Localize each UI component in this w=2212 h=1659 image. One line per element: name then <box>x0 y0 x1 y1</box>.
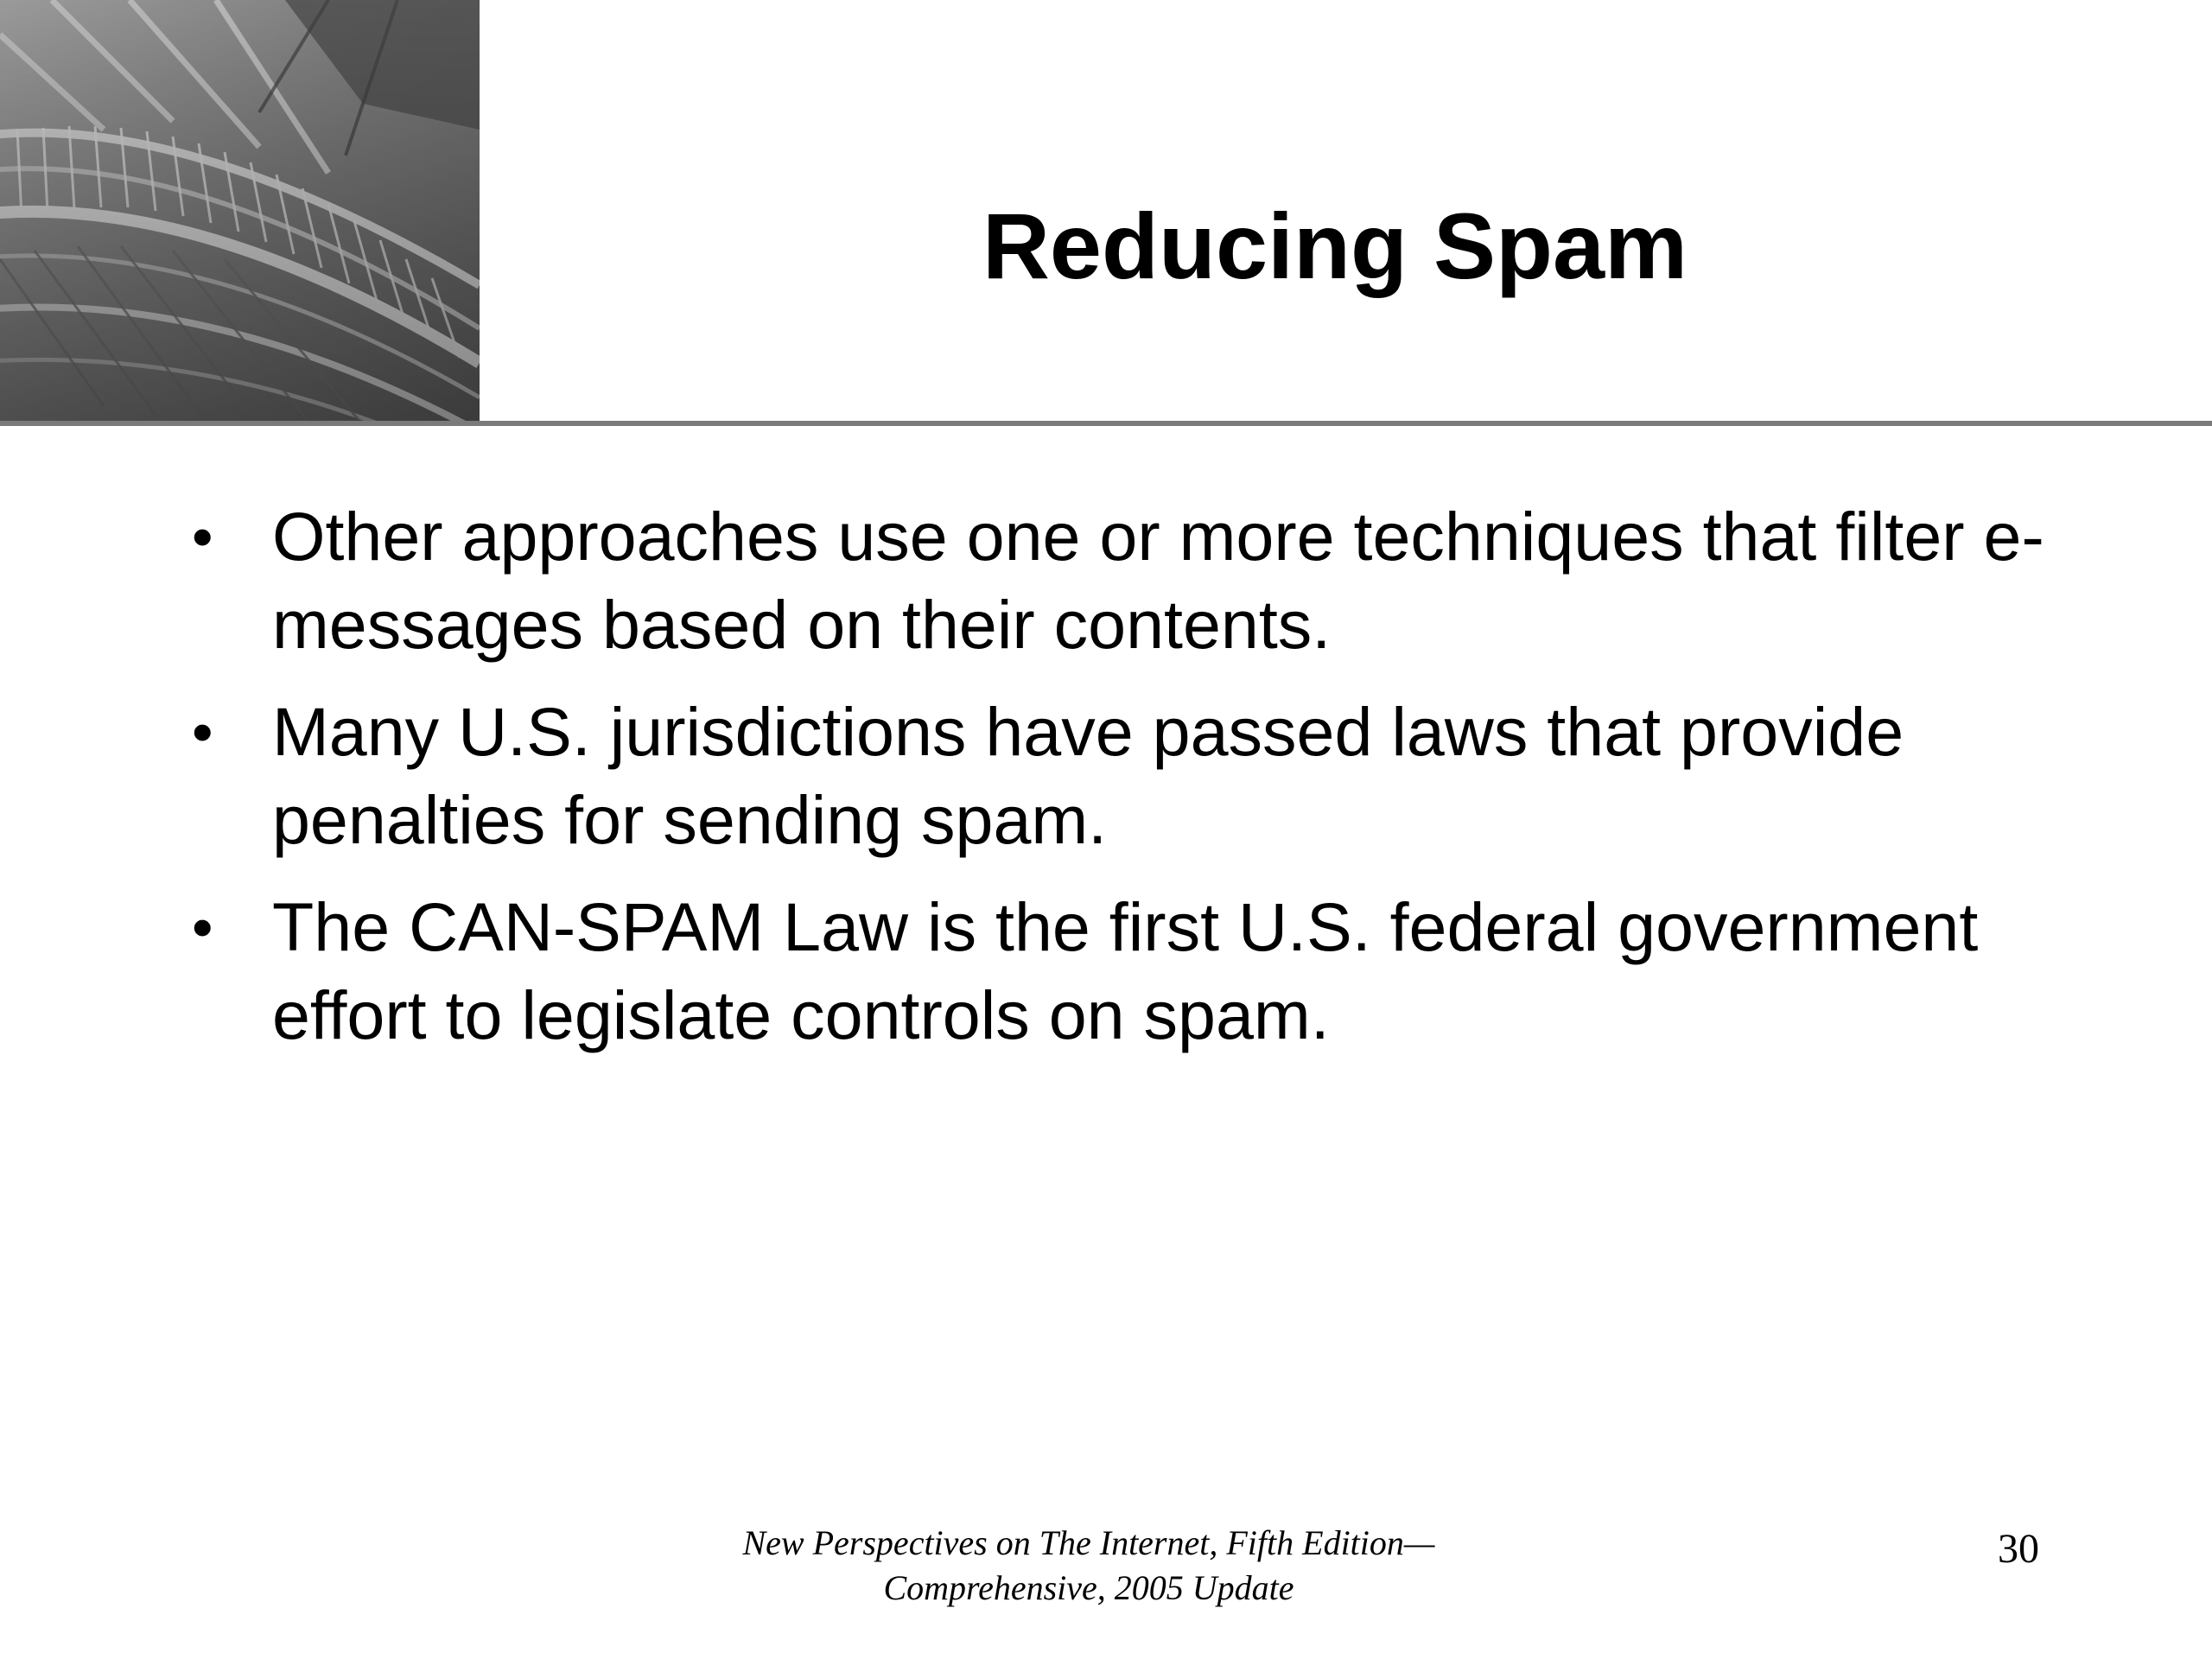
header-divider <box>0 421 2212 426</box>
bullet-marker: • <box>192 503 213 570</box>
bullet-marker: • <box>192 698 213 766</box>
footer-line-2: Comprehensive, 2005 Update <box>883 1568 1294 1607</box>
footer-citation <box>657 1521 1521 1611</box>
header-architecture-image <box>0 0 480 425</box>
bullet-item <box>181 688 2048 864</box>
bullet-text: The CAN-SPAM Law is the first U.S. federal government effort to legislate controls on spam. <box>272 888 1979 1053</box>
bullet-marker: • <box>192 893 213 961</box>
bullet-item <box>181 883 2048 1059</box>
bullet-text: Many U.S. jurisdictions have passed laws that provide penalties for sending spam. <box>272 693 1904 858</box>
bullet-item <box>181 493 2048 669</box>
page-number: 30 <box>1998 1526 2039 1572</box>
slide-title: Reducing Spam <box>982 194 1688 298</box>
architecture-photo-icon <box>0 0 480 425</box>
bullet-text: Other approaches use one or more techniques that filter e-messages based on their contents. <box>272 498 2044 663</box>
bullet-list <box>181 493 2048 1078</box>
footer-line-1: New Perspectives on The Internet, Fifth Edition— <box>742 1523 1435 1562</box>
